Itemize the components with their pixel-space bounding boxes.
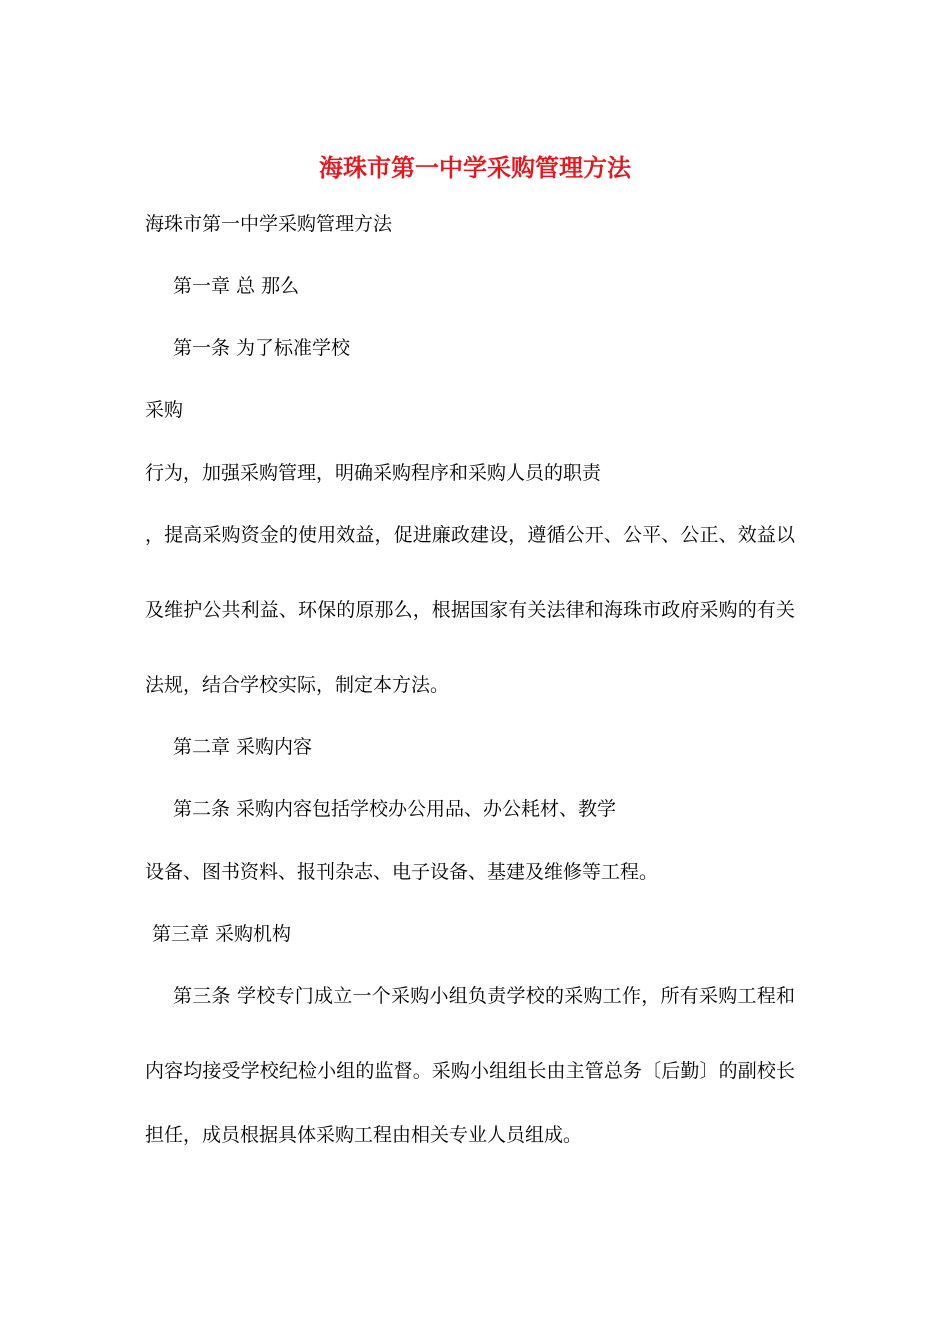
body-line: ，提高采购资金的使用效益，促进廉政建设，遵循公开、公平、公正、效益以 — [145, 524, 795, 546]
body-line: 法规，结合学校实际，制定本方法。 — [145, 674, 450, 696]
article-3-line: 第三条 学校专门成立一个采购小组负责学校的采购工作，所有采购工程和 — [173, 985, 795, 1007]
body-line: 及维护公共利益、环保的原那么，根据国家有关法律和海珠市政府采购的有关 — [145, 599, 795, 621]
body-line: 设备、图书资料、报刊杂志、电子设备、基建及维修等工程。 — [145, 861, 659, 883]
body-line: 行为，加强采购管理，明确采购程序和采购人员的职责 — [145, 462, 602, 484]
article-2-line: 第二条 采购内容包括学校办公用品、办公耗材、教学 — [173, 798, 617, 820]
body-line: 内容均接受学校纪检小组的监督。采购小组组长由主管总务〔后勤〕的副校长 — [145, 1060, 795, 1082]
body-line: 采购 — [145, 399, 184, 421]
document-title: 海珠市第一中学采购管理方法 — [319, 153, 631, 182]
article-1-line: 第一条 为了标准学校 — [173, 337, 351, 359]
chapter-1-heading: 第一章 总 那么 — [173, 275, 300, 297]
chapter-3-heading: 第三章 采购机构 — [152, 923, 292, 945]
chapter-2-heading: 第二章 采购内容 — [173, 736, 313, 758]
body-line: 担任，成员根据具体采购工程由相关专业人员组成。 — [145, 1124, 583, 1146]
subtitle-line: 海珠市第一中学采购管理方法 — [145, 213, 393, 235]
